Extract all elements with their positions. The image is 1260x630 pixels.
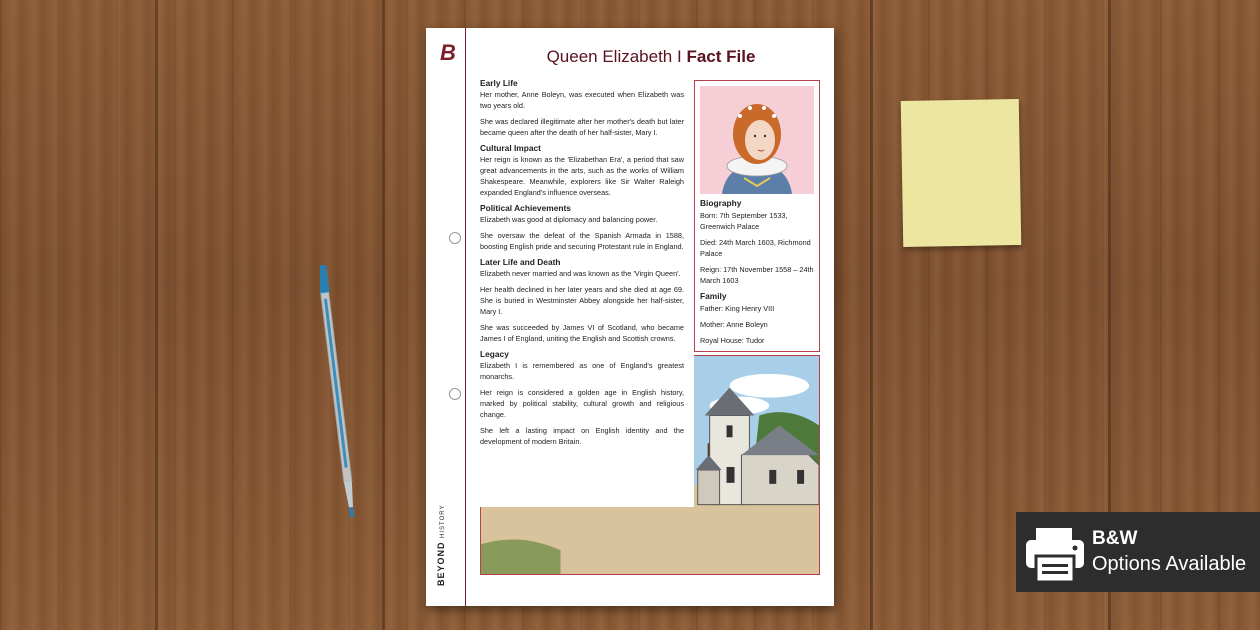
- biography-heading: Biography: [700, 198, 742, 208]
- house-fact: Royal House: Tudor: [700, 336, 765, 345]
- section-later-life: [480, 257, 684, 344]
- brand-sub: HISTORY: [440, 504, 446, 538]
- bw-options-badge: [1016, 512, 1260, 592]
- sticky-note: [901, 99, 1022, 247]
- page-title: [468, 47, 834, 67]
- section-paragraph: She was declared illegitimate after her mother's death but later became queen after the death of her half-sister, Mary I.: [480, 117, 684, 137]
- died-fact: Died: 24th March 1603, Richmond Palace: [700, 238, 811, 258]
- section-heading: Later Life and Death: [480, 257, 561, 267]
- title-bold: Fact File: [686, 47, 756, 66]
- desk-plank-seam: [870, 0, 873, 630]
- section-cultural-impact: [480, 143, 684, 198]
- section-heading: Political Achievements: [480, 203, 571, 213]
- reign-fact: Reign: 17th November 1558 – 24th March 1603: [700, 265, 814, 285]
- desk-plank-seam: [382, 0, 385, 630]
- sheet-margin-line: [465, 28, 466, 606]
- section-paragraph: She was succeeded by James VI of Scotland, who became James I of England, uniting the English and Scottish crowns.: [480, 323, 684, 343]
- section-paragraph: She left a lasting impact on English identity and the development of modern Britain.: [480, 426, 684, 446]
- beyond-logo: B: [440, 40, 456, 65]
- mother-fact: Mother: Anne Boleyn: [700, 320, 768, 329]
- born-fact: Born: 7th September 1533, Greenwich Palace: [700, 211, 788, 231]
- section-legacy: [480, 349, 684, 447]
- father-fact: Father: King Henry VIII: [700, 304, 775, 313]
- section-paragraph: Elizabeth never married and was known as the 'Virgin Queen'.: [480, 269, 681, 278]
- punch-hole: [449, 388, 461, 400]
- punch-hole: [449, 232, 461, 244]
- section-paragraph: Her mother, Anne Boleyn, was executed when Elizabeth was two years old.: [480, 90, 684, 110]
- brand-main: BEYOND: [436, 541, 446, 586]
- family-heading: Family: [700, 291, 727, 301]
- desk-plank-seam: [155, 0, 158, 630]
- badge-text: [1092, 527, 1246, 577]
- section-paragraph: Elizabeth was good at diplomacy and balancing power.: [480, 215, 658, 224]
- section-paragraph: Elizabeth I is remembered as one of England's greatest monarchs.: [480, 361, 684, 381]
- badge-line1: B&W: [1092, 528, 1138, 549]
- pen: [320, 258, 356, 528]
- section-political-achievements: [480, 203, 684, 252]
- printer-icon: [1020, 512, 1090, 592]
- section-paragraph: Her reign is considered a golden age in English history, marked by political stability, cultural growth and religious change.: [480, 388, 684, 419]
- badge-line2: Options Available: [1092, 553, 1247, 575]
- section-heading: Early Life: [480, 78, 518, 88]
- elizabeth-portrait: [700, 86, 814, 194]
- title-regular: Queen Elizabeth I: [546, 47, 682, 66]
- section-paragraph: She oversaw the defeat of the Spanish Armada in 1588, boosting English pride and securing Protestant rule in England.: [480, 231, 684, 251]
- section-early-life: [480, 78, 684, 138]
- side-brand: [436, 505, 446, 586]
- section-heading: Legacy: [480, 349, 509, 359]
- section-heading: Cultural Impact: [480, 143, 541, 153]
- biography-details: [700, 198, 816, 351]
- section-paragraph: Her health declined in her later years and she died at age 69. She is buried in Westminster Abbey alongside her half-sister, Mary I.: [480, 285, 684, 316]
- section-paragraph: Her reign is known as the 'Elizabethan Era', a period that saw great advancements in the arts, such as the works of William Shakespeare. Meanwhile, explorers like Sir Walter Raleigh expanded England's influence overseas.: [480, 155, 684, 197]
- main-text-column: [480, 78, 684, 452]
